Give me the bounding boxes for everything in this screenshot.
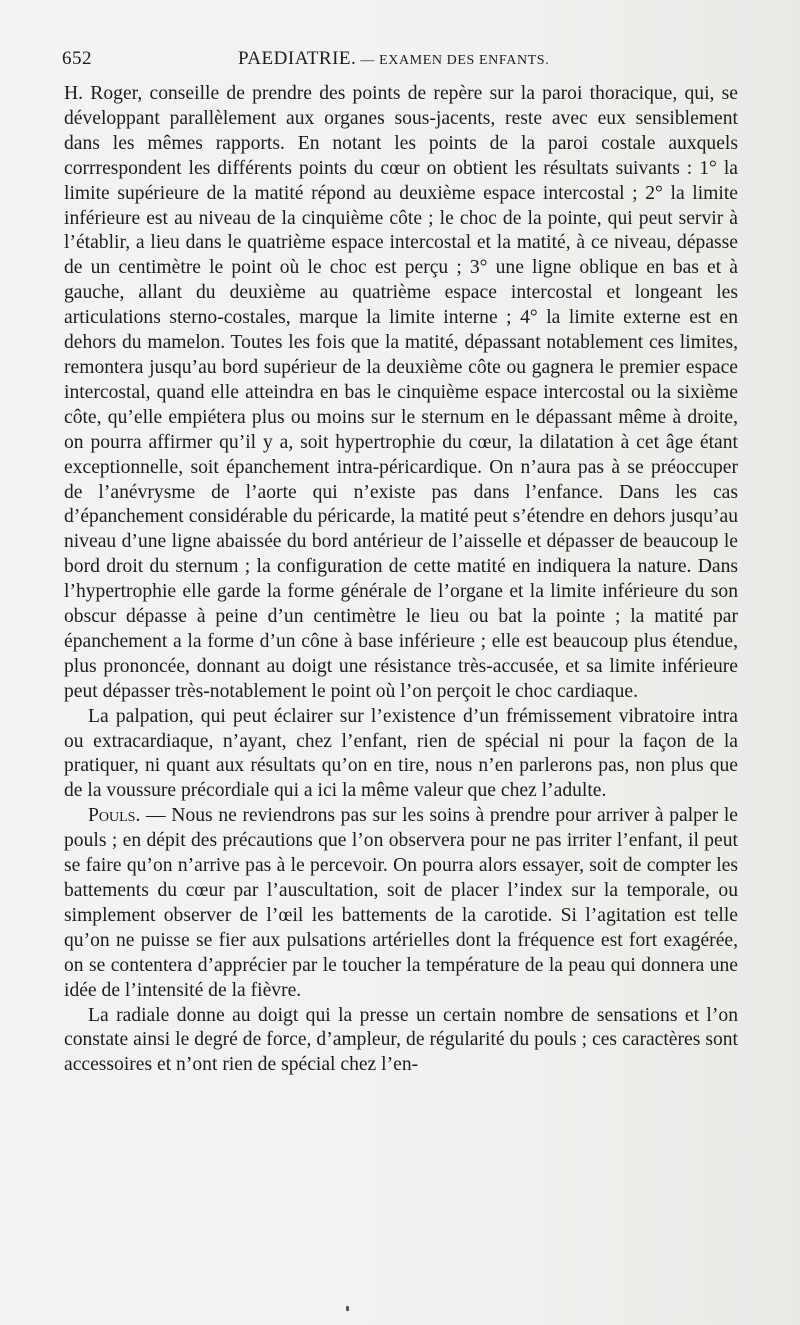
running-title-separator: —: [356, 53, 380, 68]
section-heading-pouls: Pouls.: [88, 805, 141, 827]
running-title: [238, 48, 549, 70]
running-title-main: PAEDIATRIE.: [238, 48, 357, 69]
ink-speck: [346, 1306, 349, 1311]
paragraph-1: [64, 82, 738, 705]
paragraph-1-text: H. Roger, conseille de prendre des points de repère sur la paroi thoracique, qui, se développant parallèlement aux organes sous-jacents, reste avec eux sensiblement dans les mêmes rapports. En notant les points de la paroi costale auxquels corrrespondent les différents points du cœur on obtient les résultats suivants : 1° la limite supérieure de la matité répond au deuxième espace intercostal ; 2° la limite inférieure est au niveau de la cinquième côte ; le choc de la pointe, qui peut servir à l’établir, a lieu dans le quatrième espace intercostal et la matité, à ce niveau, dépasse de un centimètre le point où le choc est perçu ; 3° une ligne oblique en bas et à gauche, allant du deuxième au quatrième espace intercostal et longeant les articulations sterno-costales, marque la limite interne ; 4° la limite externe est en dehors du mamelon. Toutes les fois que la matité, dépassant notablement ces limites, remontera jusqu’au bord supérieur de la deuxième côte ou gagnera le premier espace intercostal, quand elle atteindra en bas le cinquième espace intercostal ou la sixième côte, qu’elle empiétera plus ou moins sur le sternum en le dépassant même à droite, on pourra affirmer qu’il y a, soit hypertrophie du cœur, la dilatation à cet âge étant exceptionnelle, soit épanchement intra-péricardique. On n’aura pas à se préoccuper de l’anévrysme de l’aorte qui n’existe pas dans l’enfance. Dans les cas d’épanchement considérable du péricarde, la matité peut s’étendre en dehors jusqu’au niveau d’une ligne abaissée du bord antérieur de l’aisselle et dépasser de beaucoup le bord droit du sternum ; la configuration de cette matité en indiquera la nature. Dans l’hypertrophie elle garde la forme générale de l’organe et la limite inférieure du son obscur dépasse à peine d’un centimètre le lieu ou bat la pointe ; la matité par épanchement a la forme d’un cône à base inférieure ; elle est beaucoup plus étendue, plus prononcée, donnant au doigt une résistance très-accusée, et sa limite inférieure peut dépasser très-notablement le point où l’on perçoit le choc cardiaque.: [64, 83, 738, 702]
paragraph-4-text: La radiale donne au doigt qui la presse un certain nombre de sensations et l’on constate ainsi le degré de force, d’ampleur, de régularité du pouls ; ces caractères sont accessoires et n’ont rien de spécial chez l’en-: [64, 1004, 738, 1076]
paragraph-2-text: La palpation, qui peut éclairer sur l’existence d’un frémissement vibratoire intra ou extracardiaque, n’ayant, chez l’enfant, rien de spécial ni pour la façon de la pratiquer, ni quant aux résultats qu’on en tire, nous n’en parlerons pas, non plus que de la voussure précordiale qui a ici la même valeur que chez l’adulte.: [64, 705, 738, 802]
page-body: [64, 82, 738, 1078]
paragraph-3: [64, 804, 738, 1003]
running-header: [62, 48, 738, 74]
running-title-sub: EXAMEN DES ENFANTS.: [379, 53, 550, 68]
paragraph-2: [64, 705, 738, 805]
page-number: 652: [62, 48, 92, 69]
paragraph-3-text: — Nous ne reviendrons pas sur les soins à prendre pour arriver à palper le pouls ; en dépit des précautions que l’on observera pour ne pas irriter l’enfant, il peut se faire qu’on n’arrive pas à le percevoir. On pourra alors essayer, soit de compter les battements du cœur par l’auscultation, soit de placer l’index sur la temporale, ou simplement observer de l’œil les battements de la carotide. Si l’agitation est telle qu’on ne puisse se fier aux pulsations artérielles dont la fréquence est fort exagérée, on se contentera d’apprécier par le toucher la température de la peau qui donnera une idée de l’intensité de la fièvre.: [64, 805, 738, 1001]
paragraph-4: [64, 1004, 738, 1079]
